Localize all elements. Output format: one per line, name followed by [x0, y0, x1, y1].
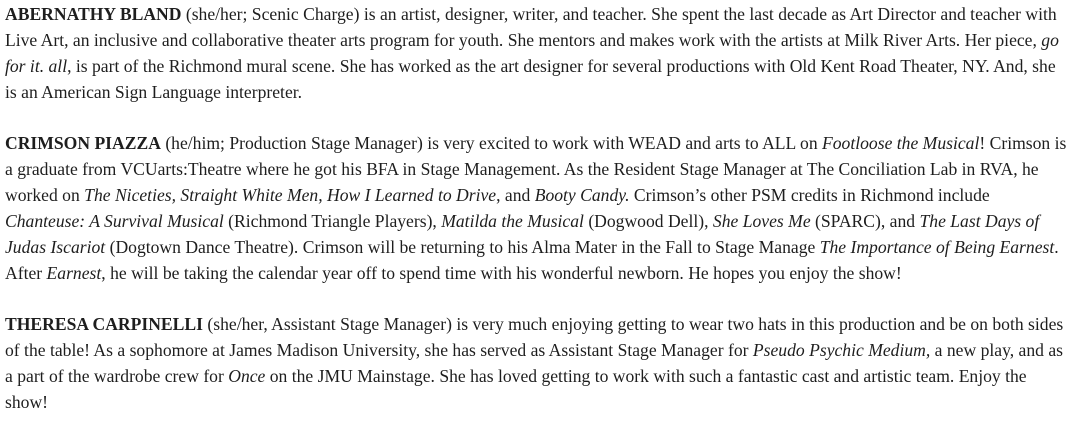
bio-text: ! Crimson is a graduate from VCUarts:Theatre where he got his BFA in Stage Management. As the Resident Stage Manager at The Conciliation Lab in RVA, he worked on [5, 133, 1067, 205]
bio-text: (Dogwood Dell), [583, 211, 713, 231]
bio-text: (she/her, Assistant Stage Manager) is very much enjoying getting to wear two hats in this production and be on both sides of the table! As a sophomore at James Madison University, she has served as Assistant Stage Manager for [5, 314, 1064, 360]
work-title: The Importance of Being Earnest [819, 237, 1055, 257]
work-title: Footloose the Musical [822, 133, 980, 153]
bios-page [5, 1, 1071, 415]
bio-text: . After [5, 237, 1059, 283]
bio-abernathy-bland [5, 1, 1071, 105]
bio-name: THERESA CARPINELLI [5, 314, 203, 334]
work-title: Earnest [46, 263, 102, 283]
bio-text: (Richmond Triangle Players), [223, 211, 442, 231]
bio-text: (he/him; Production Stage Manager) is very excited to work with WEAD and arts to ALL on [160, 133, 823, 153]
bio-crimson-piazza [5, 130, 1071, 286]
work-title: Chanteuse: A Survival Musical [5, 211, 224, 231]
bio-name: ABERNATHY BLAND [5, 4, 182, 24]
work-title: Once [228, 366, 266, 386]
work-title: She Loves Me [712, 211, 811, 231]
work-title: The Niceties, Straight White Men, How I Learned to Drive [84, 185, 497, 205]
bio-text: (SPARC), and [810, 211, 920, 231]
bio-text: (she/her; Scenic Charge) is an artist, designer, writer, and teacher. She spent the last decade as Art Director and teacher with Live Art, an inclusive and collaborative theater arts program for youth. She mentors and makes work with the artists at Milk River Arts. Her piece, [5, 4, 1057, 50]
bio-theresa-carpinelli [5, 311, 1071, 415]
work-title: go for it. all [5, 30, 1059, 76]
work-title: The Last Days of Judas Iscariot [5, 211, 1040, 257]
bio-text: on the JMU Mainstage. She has loved getting to work with such a fantastic cast and artistic team. Enjoy the show! [5, 366, 1027, 412]
bio-text: a new play, and as a part of the wardrobe crew for [5, 340, 1063, 386]
work-title: Pseudo Psychic Medium, [752, 340, 931, 360]
bio-text: , he will be taking the calendar year off to spend time with his wonderful newborn. He hopes you enjoy the show! [101, 263, 902, 283]
bio-text: , is part of the Richmond mural scene. She has worked as the art designer for several productions with Old Kent Road Theater, NY. And, she is an American Sign Language interpreter. [5, 56, 1056, 102]
bio-text: , and [496, 185, 535, 205]
bio-text: (Dogtown Dance Theatre). Crimson will be returning to his Alma Mater in the Fall to Stage Manage [105, 237, 820, 257]
work-title: Matilda the Musical [441, 211, 584, 231]
bio-name: CRIMSON PIAZZA [5, 133, 161, 153]
work-title: Booty Candy. [534, 185, 630, 205]
bio-text: Crimson’s other PSM credits in Richmond include [629, 185, 990, 205]
